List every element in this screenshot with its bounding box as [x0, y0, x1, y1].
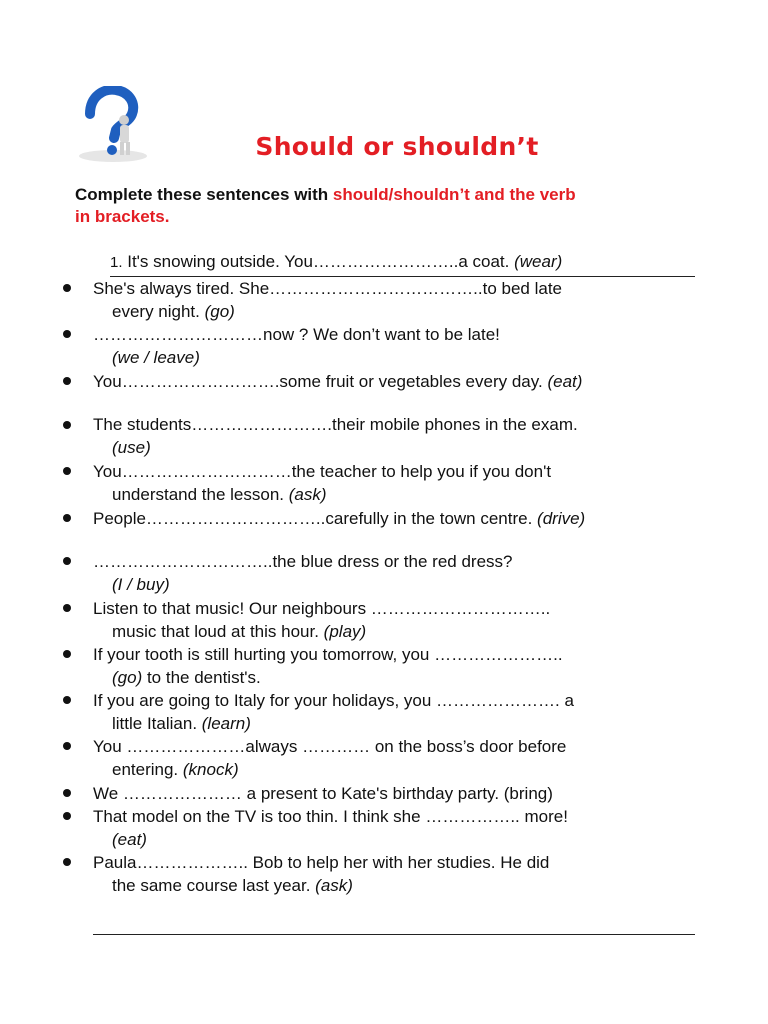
- bullet: [63, 467, 71, 475]
- item-hint: (learn): [201, 714, 251, 733]
- list-item: [93, 782, 694, 805]
- item-text: If your tooth is still hurting you tomorrow, you …………………..: [93, 645, 563, 664]
- item-cont: [93, 712, 694, 735]
- item-text: Paula……………….. Bob to help her with her studies. He did: [93, 853, 550, 872]
- example-sentence: [110, 250, 695, 277]
- item-text: Listen to that music! Our neighbours …………………………..: [93, 599, 551, 618]
- bullet: [63, 650, 71, 658]
- example-text: It's snowing outside. You……………………..a coat.: [122, 252, 515, 271]
- bullet: [63, 812, 71, 820]
- item-text: You……………………….some fruit or vegetables every day.: [93, 372, 548, 391]
- bullet: [63, 421, 71, 429]
- item-line: [93, 507, 694, 530]
- bullet: [63, 789, 71, 797]
- item-cont: [93, 874, 694, 897]
- item-text-2: entering.: [112, 760, 183, 779]
- list-item: [93, 689, 694, 735]
- item-hint: (knock): [182, 760, 239, 779]
- item-text: If you are going to Italy for your holidays, you …………………. a: [93, 691, 574, 710]
- instructions-highlight-2: in brackets.: [75, 207, 170, 226]
- instructions-prefix: Complete these sentences with: [75, 185, 333, 204]
- item-hint: (ask): [288, 485, 327, 504]
- item-hint: (eat): [547, 372, 583, 391]
- item-text: …………………………..the blue dress or the red dress?: [93, 552, 513, 571]
- bullet: [63, 377, 71, 385]
- item-text-2: little Italian.: [112, 714, 202, 733]
- item-text-2: every night.: [112, 302, 205, 321]
- list-item: [93, 413, 694, 459]
- item-text-2: the same course last year.: [112, 876, 316, 895]
- list-item: [93, 851, 694, 897]
- item-text-2: understand the lesson.: [112, 485, 289, 504]
- item-hint: (I / buy): [112, 575, 170, 594]
- example-hint: (wear): [514, 252, 563, 271]
- list-item: [93, 460, 694, 506]
- item-hint: (play): [323, 622, 367, 641]
- item-cont: [93, 573, 694, 596]
- item-text: The students…………………….their mobile phones in the exam.: [93, 415, 578, 434]
- list-item: [93, 643, 694, 689]
- instructions-highlight: should/shouldn’t and the verb: [332, 185, 576, 204]
- list-item: [93, 550, 694, 596]
- bullet: [63, 330, 71, 338]
- instructions: [75, 184, 695, 228]
- bullet: [63, 742, 71, 750]
- item-cont: [93, 620, 694, 643]
- item-cont: [93, 758, 694, 781]
- list-item: [93, 735, 694, 781]
- item-cont: [93, 346, 694, 369]
- list-item: [93, 323, 694, 369]
- item-cont: [93, 483, 694, 506]
- item-line: [93, 370, 694, 393]
- item-text: That model on the TV is too thin. I think she …………….. more!: [93, 807, 568, 826]
- item-hint: (we / leave): [112, 348, 200, 367]
- item-cont: [93, 436, 694, 459]
- bullet: [63, 696, 71, 704]
- bullet: [63, 858, 71, 866]
- item-text: …………………………now ? We don’t want to be late!: [93, 325, 500, 344]
- item-hint: (ask): [315, 876, 353, 895]
- list-item: [93, 805, 694, 851]
- page-title: Should or shouldn’t: [255, 132, 539, 161]
- item-text: People…………………………..carefully in the town centre.: [93, 509, 538, 528]
- list-item: [93, 370, 694, 393]
- bottom-rule: [93, 934, 695, 935]
- bullet: [63, 514, 71, 522]
- bullet: [63, 284, 71, 292]
- bullet: [63, 557, 71, 565]
- item-text: We ………………… a present to Kate's birthday party. (bring): [93, 784, 553, 803]
- list-item: [93, 597, 694, 643]
- bullet: [63, 604, 71, 612]
- item-cont: [93, 300, 694, 323]
- item-hint: (drive): [537, 509, 586, 528]
- item-hint: (use): [112, 438, 151, 457]
- item-hint: (go): [112, 668, 143, 687]
- list-item: [93, 507, 694, 530]
- item-cont: [93, 666, 694, 689]
- item-text: She's always tired. She………………………………..to bed late: [93, 279, 563, 298]
- item-cont: [93, 828, 694, 851]
- item-text: You …………………always ………… on the boss’s door before: [93, 737, 567, 756]
- item-hint: (go): [204, 302, 235, 321]
- item-hint: (eat): [112, 830, 147, 849]
- item-text-2: music that loud at this hour.: [112, 622, 324, 641]
- item-text: You…………………………the teacher to help you if you don't: [93, 462, 552, 481]
- item-text-2: to the dentist's.: [142, 668, 261, 687]
- example-number: 1.: [110, 254, 123, 271]
- list-item: [93, 277, 694, 323]
